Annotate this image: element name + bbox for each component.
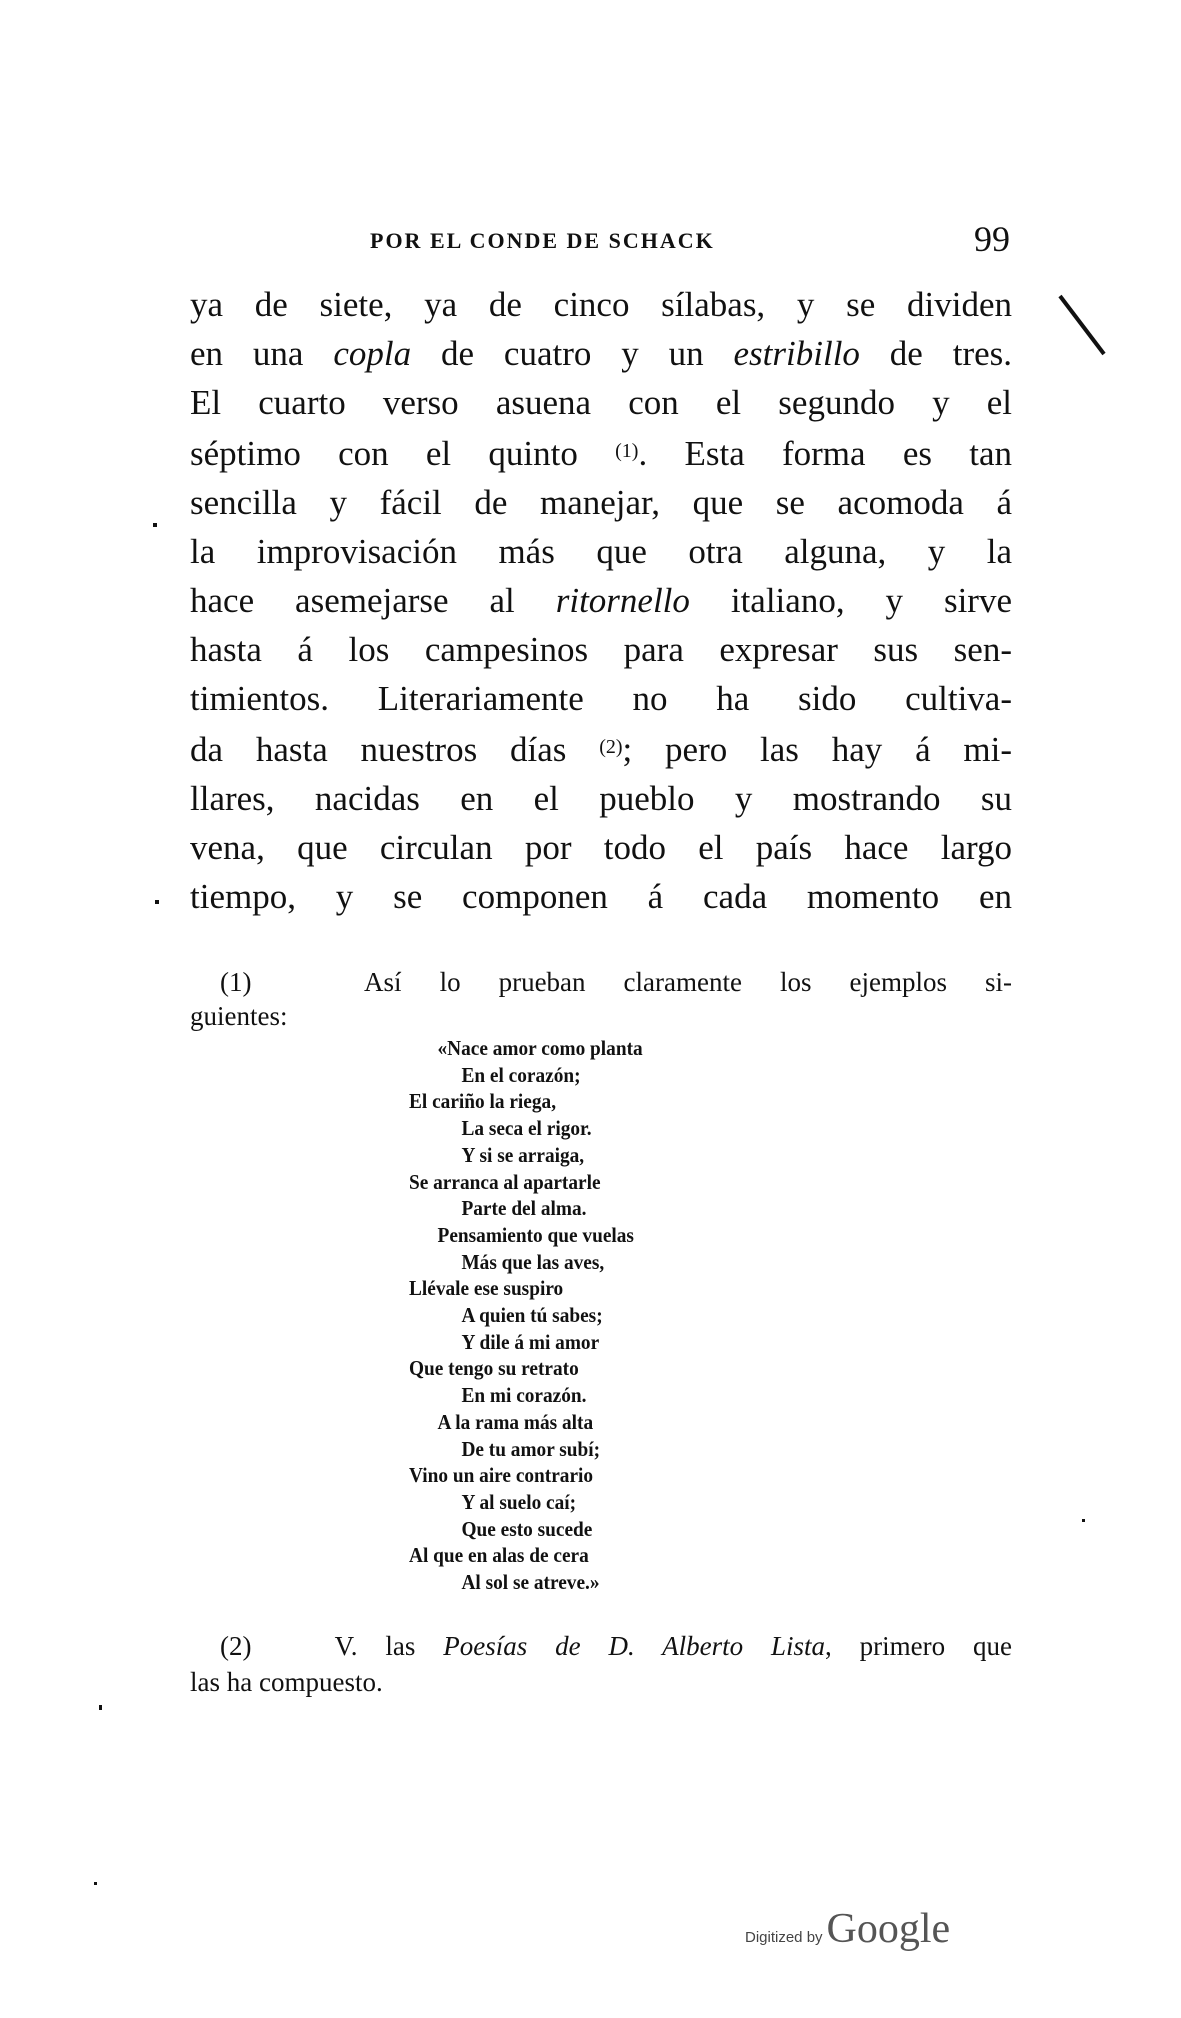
running-header [370, 219, 1010, 262]
footnote-marker: (1) [220, 967, 252, 997]
cited-title: Poesías de D. Alberto Lista [443, 1631, 826, 1661]
speck [1082, 1519, 1085, 1522]
pencil-mark-icon [1058, 292, 1108, 362]
body-line: vena, que circulan por todo el país hace largo [190, 828, 1012, 867]
poem-line: Al que en alas de cera [409, 1543, 589, 1568]
speck [99, 1705, 102, 1710]
speck [94, 1882, 97, 1885]
body-line: timientos. Literariamente no ha sido cultiva- [190, 679, 1012, 718]
body-text [190, 280, 1012, 921]
body-line: sencilla y fácil de manejar, que se acomoda á [190, 483, 1012, 522]
page-number: 99 [974, 219, 1010, 259]
body-line: ya de siete, ya de cinco sílabas, y se dividen [190, 285, 1012, 324]
footnote-marker: (2) [220, 1631, 252, 1661]
poem-line: Más que las aves, [461, 1249, 605, 1274]
digitized-by-google-watermark: Digitized by Google [745, 1906, 951, 1952]
poem-line: Parte del alma. [461, 1196, 587, 1221]
poem-line: Que esto sucede [461, 1516, 593, 1541]
poem-line: Y dile á mi amor [461, 1329, 600, 1354]
speck [155, 900, 159, 904]
poem-line: Se arranca al apartarle [409, 1169, 601, 1194]
poem-line: El cariño la riega, [409, 1089, 557, 1114]
body-line: hasta á los campesinos para expresar sus sen- [190, 630, 1012, 669]
poem-line: La seca el rigor. [461, 1116, 592, 1141]
poem-line: Vino un aire contrario [409, 1463, 594, 1488]
poem-line: En el corazón; [461, 1062, 581, 1087]
poem-line: Y al suelo caí; [461, 1489, 577, 1514]
poem-line: Y si se arraiga, [461, 1142, 585, 1167]
body-line: tiempo, y se componen á cada momento en [190, 877, 1012, 916]
poem-quote [409, 1035, 643, 1596]
footnote-ref[interactable]: (1) [615, 440, 639, 462]
poem-line: «Nace amor como planta [437, 1036, 643, 1060]
poem-line: De tu amor subí; [461, 1436, 601, 1461]
poem-line: Que tengo su retrato [409, 1356, 579, 1381]
body-line: da hasta nuestros días $^{(2)}$; pero las hay á mi- [190, 730, 1013, 769]
footnote-1: (1) Así lo prueban claramente los ejemplos si- guientes: [190, 967, 1013, 1031]
poem-line: Al sol se atreve.» [461, 1570, 600, 1595]
poem-line: Pensamiento que vuelas [437, 1222, 634, 1247]
poem-line: A quien tú sabes; [461, 1303, 603, 1328]
body-line: hace asemejarse al ritornello italiano, y sirve [190, 581, 1012, 620]
body-line: llares, nacidas en el pueblo y mostrando su [190, 779, 1012, 818]
running-title: POR EL CONDE DE SCHACK [370, 228, 715, 253]
poem-line: En mi corazón. [461, 1383, 587, 1408]
body-line: en una copla de cuatro y un estribillo de tres. [190, 334, 1013, 373]
body-line: El cuarto verso asuena con el segundo y el [190, 383, 1012, 422]
speck [153, 523, 157, 527]
body-line: séptimo con el quinto $^{(1)}$. Esta forma es tan [190, 434, 1012, 473]
footnote-2: (2) V. las Poesías de D. Alberto Lista, primero que las ha compuesto. [190, 1631, 1013, 1697]
body-line: la improvisación más que otra alguna, y la [190, 532, 1012, 571]
poem-line: A la rama más alta [437, 1409, 594, 1434]
footnote-ref[interactable]: (2) [599, 736, 623, 758]
poem-line: Llévale ese suspiro [409, 1276, 564, 1301]
